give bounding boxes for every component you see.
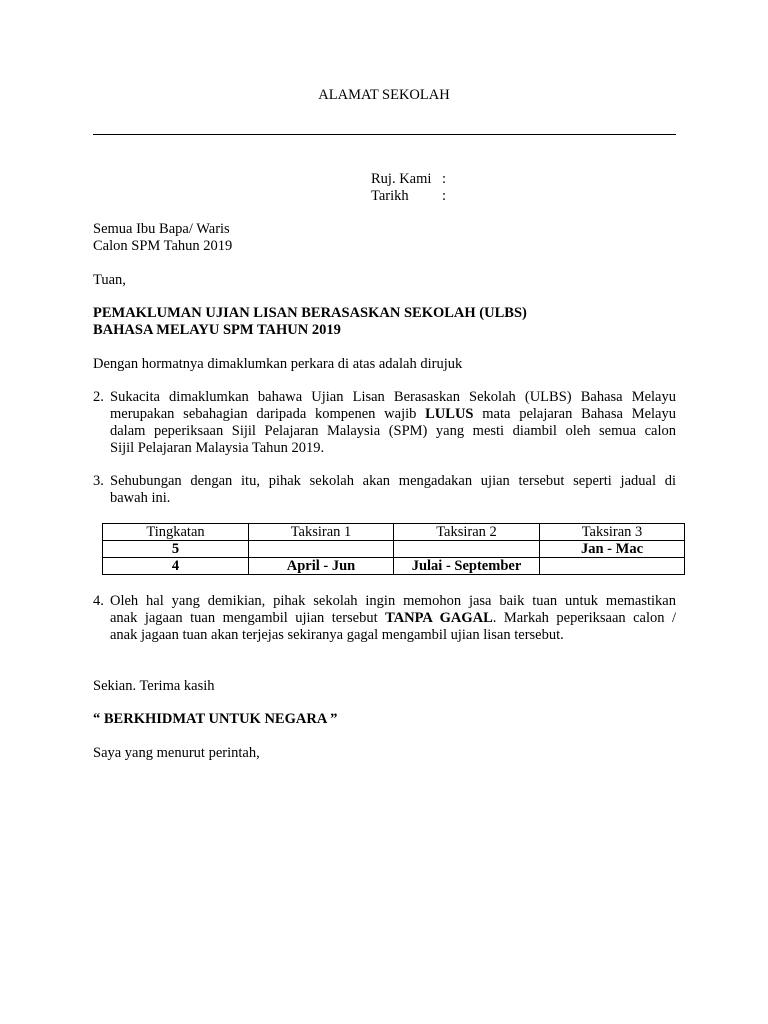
para3-body [110, 473, 676, 507]
para4-line-2a: anak jagaan tuan mengambil ujian tersebut [110, 610, 386, 626]
table-header-cell: Taksiran 1 [249, 524, 394, 541]
para4-line-2 [110, 610, 676, 627]
table-header-cell: Taksiran 3 [540, 524, 685, 541]
signoff: Saya yang menurut perintah, [93, 745, 260, 761]
table-cell: Julai - September [394, 558, 540, 575]
para4-number: 4. [93, 593, 104, 609]
para2-line-1: Sukacita dimaklumkan bahawa Ujian Lisan Berasaskan Sekolah (ULBS) Bahasa Melayu [110, 389, 676, 405]
lulus-emphasis: LULUS [425, 406, 474, 422]
para2-body [110, 389, 676, 457]
para4-line-1: Oleh hal yang demikian, pihak sekolah ingin memohon jasa baik tuan untuk memastikan [110, 593, 676, 609]
recipient-line-1: Semua Ibu Bapa/ Waris [93, 221, 230, 237]
para2-line-4: Sijil Pelajaran Malaysia Tahun 2019. [110, 440, 325, 456]
para3-number: 3. [93, 473, 104, 489]
para3-line-2: bawah ini. [110, 490, 171, 506]
tarikh-colon: : [442, 188, 447, 204]
table-cell: 5 [103, 541, 249, 558]
para2-line-2 [110, 406, 676, 423]
para4-line-3: anak jagaan tuan akan terjejas sekiranya gagal mengambil ujian lisan tersebut. [110, 627, 564, 643]
intro-text: Dengan hormatnya dimaklumkan perkara di atas adalah dirujuk [93, 356, 463, 372]
para4-body [110, 593, 676, 644]
para3-line-1: Sehubungan dengan itu, pihak sekolah akan mengadakan ujian tersebut seperti jadual di [110, 473, 676, 489]
recipient-line-2: Calon SPM Tahun 2019 [93, 238, 233, 254]
closing-text: Sekian. Terima kasih [93, 678, 215, 694]
table-row [103, 541, 685, 558]
table-header-cell: Taksiran 2 [394, 524, 540, 541]
reference-row [371, 171, 446, 188]
table-row [103, 558, 685, 575]
subject-line-1: PEMAKLUMAN UJIAN LISAN BERASASKAN SEKOLAH (ULBS) [93, 305, 527, 321]
para2-number: 2. [93, 389, 104, 405]
date-row [371, 188, 446, 205]
para4-line-2c: . Markah peperiksaan calon / [492, 610, 677, 626]
schedule-table [102, 523, 685, 575]
table-header-cell: Tingkatan [103, 524, 249, 541]
table-cell: April - Jun [249, 558, 394, 575]
table-header-row [103, 524, 685, 541]
table-cell: Jan - Mac [540, 541, 685, 558]
ruj-label: Ruj. Kami [371, 171, 432, 187]
para2-line-2c: mata pelajaran Bahasa Melayu [473, 406, 676, 422]
ruj-colon: : [442, 171, 447, 187]
table-cell [249, 541, 394, 558]
subject-line-2: BAHASA MELAYU SPM TAHUN 2019 [93, 322, 341, 338]
table-cell: 4 [103, 558, 249, 575]
tarikh-label: Tarikh [371, 188, 409, 204]
tanpa-gagal-emphasis: TANPA GAGAL [385, 610, 493, 626]
table-cell [540, 558, 685, 575]
table-cell [394, 541, 540, 558]
header-rule [93, 134, 676, 135]
para2-line-2a: merupakan sebahagian daripada kompenen wajib [110, 406, 426, 422]
salutation: Tuan, [93, 272, 126, 288]
school-address: ALAMAT SEKOLAH [318, 87, 450, 103]
para2-line-3: dalam peperiksaan Sijil Pelajaran Malaysia (SPM) yang mesti diambil oleh semua calon [110, 423, 676, 439]
motto: “ BERKHIDMAT UNTUK NEGARA ” [93, 711, 338, 727]
